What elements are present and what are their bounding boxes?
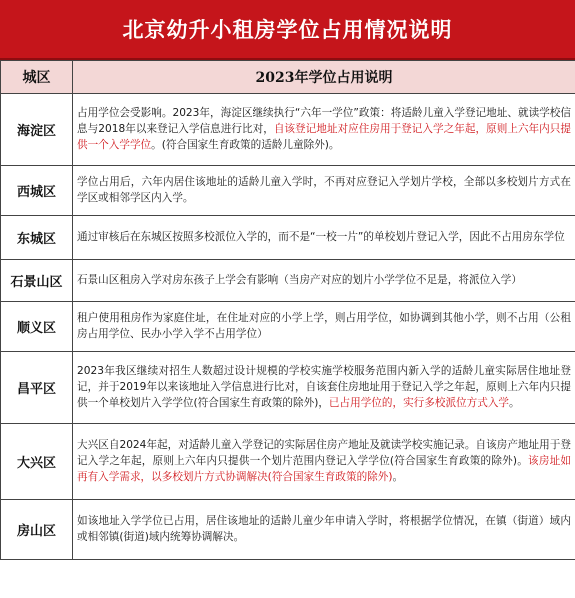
highlighted-text: 该房址如再有入学需求，以多校划片方式协调解决(符合国家生育政策的除外)	[77, 455, 572, 483]
table-row	[1, 260, 575, 302]
table-header-row	[1, 61, 575, 94]
description-text: 学位占用后，六年内居住该地址的适龄儿童入学时，不再对应登记入学划片学校，全部以多校划片方式在学区或相邻学区内入学。	[77, 176, 571, 204]
header-description: 2023年学位占用说明	[73, 61, 575, 94]
district-cell: 顺义区	[1, 302, 73, 352]
header-district: 城区	[1, 61, 73, 94]
district-cell: 东城区	[1, 216, 73, 260]
table-row	[1, 94, 575, 166]
highlighted-text: 自该登记地址对应住房用于登记入学之年起，原则上六年内只提供一个入学学位	[77, 123, 571, 151]
document-title: 北京幼升小租房学位占用情况说明	[0, 0, 575, 60]
policy-table	[0, 60, 575, 560]
district-cell: 昌平区	[1, 352, 73, 424]
description-text: 租户使用租房作为家庭住址，在住址对应的小学上学，则占用学位，如协调到其他小学，则不占用（公租房占用学位、民办小学入学不占用学位）	[77, 312, 571, 340]
table-row	[1, 500, 575, 560]
district-cell: 海淀区	[1, 94, 73, 166]
description-cell	[73, 302, 575, 352]
table-row	[1, 424, 575, 500]
description-cell	[73, 94, 575, 166]
table-row	[1, 166, 575, 216]
district-cell: 石景山区	[1, 260, 73, 302]
description-cell	[73, 424, 575, 500]
table-row	[1, 216, 575, 260]
description-text: 如该地址入学学位已占用，居住该地址的适龄儿童少年申请入学时，将根据学位情况，在镇（街道）域内或相邻镇(街道)域内统筹协调解决。	[77, 515, 571, 543]
district-cell: 大兴区	[1, 424, 73, 500]
description-cell	[73, 352, 575, 424]
description-cell	[73, 216, 575, 260]
description-text: 石景山区租房入学对房东孩子上学会有影响（当房产对应的划片小学学位不足是，将派位入学）	[77, 274, 522, 286]
description-text: 大兴区自2024年起，对适龄儿童入学登记的实际居住房产地址及就读学校实施记录。自该房产地址用于登记入学之年起，原则上六年内只提供一个划片范围内登记入学学位(符合国家生育政策的除外)。	[77, 439, 571, 467]
district-cell: 西城区	[1, 166, 73, 216]
table-row	[1, 352, 575, 424]
description-text: 通过审核后在东城区按照多校派位入学的，而不是“一校一片”的单校划片登记入学，因此不占用房东学位	[77, 231, 565, 243]
description-text: 。(符合国家生育政策的适龄儿童除外)。	[151, 139, 340, 151]
description-text: 占用学位会受影响。2023年，海淀区继续执行“六年一学位”政策：将适龄儿童入学登记地址、就读学校信息与2018年以来登记入学信息进行比对，	[77, 107, 571, 135]
description-text: 2023年我区继续对招生人数超过设计规模的学校实施学校服务范围内新入学的适龄儿童实际居住地址登记，并于2019年以来该地址入学信息进行比对，自该套住房地址用于登记入学之年起，原则上六年内只提供一个单校划片入学学位(符合国家生育政策的除外)，	[77, 365, 571, 409]
description-cell	[73, 166, 575, 216]
description-text: 。	[392, 471, 404, 483]
description-cell	[73, 260, 575, 302]
table-body	[1, 94, 575, 560]
description-text: 。	[509, 397, 520, 409]
district-cell: 房山区	[1, 500, 73, 560]
description-cell	[73, 500, 575, 560]
highlighted-text: 已占用学位的，实行多校派位方式入学	[328, 397, 510, 409]
table-row	[1, 302, 575, 352]
